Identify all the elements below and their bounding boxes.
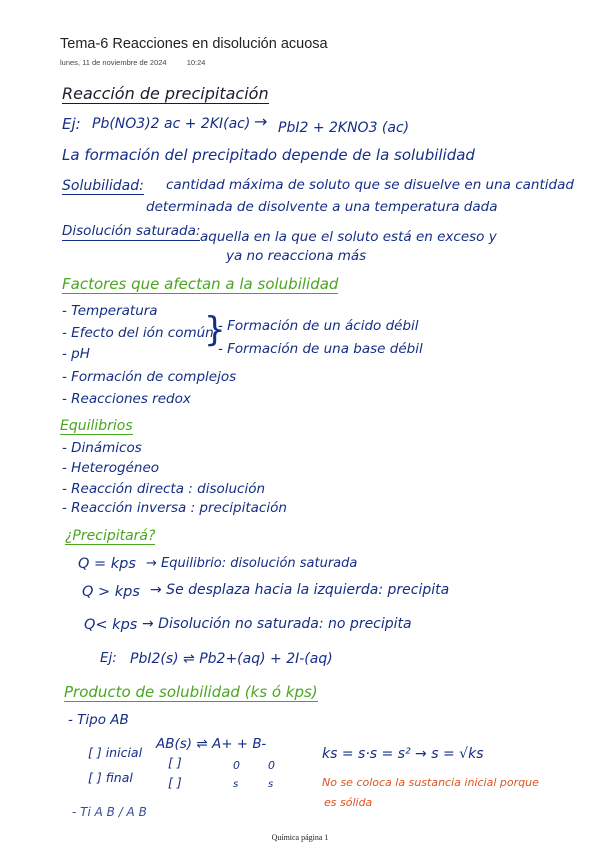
equilibrio-reaccion-inversa: - Reacción inversa : precipitación <box>62 500 287 516</box>
example2-label: Ej: <box>100 650 117 666</box>
note-es-solida: es sólida <box>324 796 373 809</box>
table-reaction: AB(s) ⇌ A+ + B- <box>156 736 267 752</box>
solubilidad-definition-line2: determinada de disolvente a una temperatura dada <box>146 199 498 215</box>
page-footer: Química página 1 <box>271 833 329 842</box>
cut-off-line: - Ti A B / A B <box>72 805 147 819</box>
ph-subfactor-acido: - Formación de un ácido débil <box>218 318 419 334</box>
table-bracket-inicial: [ ] <box>168 755 182 770</box>
table-bracket-final: [ ] <box>168 775 182 790</box>
page-metadata <box>60 58 205 67</box>
section-title-producto-solubilidad: Producto de solubilidad (ks ó kps) <box>64 683 318 701</box>
formacion-statement: La formación del precipitado depende de la solubilidad <box>62 146 475 164</box>
ks-formula: ks = s·s = s² → s = √ks <box>322 746 484 762</box>
ph-brace: } <box>204 310 226 350</box>
example-products: PbI2 + 2KNO3 (ac) <box>278 120 410 136</box>
page-title: Tema-6 Reacciones en disolución acuosa <box>60 36 328 52</box>
q-equal-kps: Q = kps <box>78 556 136 572</box>
tipo-ab-label: - Tipo AB <box>68 712 129 728</box>
solubilidad-term: Solubilidad: <box>62 178 144 194</box>
solubilidad-definition-line1: cantidad máxima de soluto que se disuelve en una cantidad <box>166 177 574 193</box>
equilibrio-heterogeneo: - Heterogéneo <box>62 460 160 476</box>
table-value-a-inicial: 0 <box>233 759 240 772</box>
example-label: Ej: <box>62 115 81 133</box>
q-greater-result: → Se desplaza hacia la izquierda: precipita <box>150 582 450 598</box>
example2-reaction: PbI2(s) ⇌ Pb2+(aq) + 2I-(aq) <box>130 651 333 667</box>
page-time: 10:24 <box>186 58 206 67</box>
table-row-final-label: [ ] final <box>88 770 133 785</box>
factor-ion-comun: - Efecto del ión común <box>62 325 214 341</box>
ph-subfactor-base: - Formación de una base débil <box>218 341 423 357</box>
page-date: lunes, 11 de noviembre de 2024 <box>60 58 167 67</box>
example-arrow: → <box>254 112 268 131</box>
example-reactants: Pb(NO3)2 ac + 2KI(ac) <box>92 116 251 132</box>
equilibrio-reaccion-directa: - Reacción directa : disolución <box>62 481 266 497</box>
table-value-b-final: s <box>268 779 274 790</box>
q-equal-result: → Equilibrio: disolución saturada <box>146 556 358 571</box>
q-greater-kps: Q > kps <box>82 584 140 600</box>
factor-redox: - Reacciones redox <box>62 391 191 407</box>
disolucion-definition-line2: ya no reacciona más <box>226 248 367 264</box>
disolucion-saturada-term: Disolución saturada: <box>62 223 201 239</box>
disolucion-definition-line1: aquella en la que el soluto está en exceso y <box>200 229 497 245</box>
note-no-se-coloca: No se coloca la sustancia inicial porque <box>322 776 539 789</box>
factor-complejos: - Formación de complejos <box>62 369 237 385</box>
equilibrio-dinamicos: - Dinámicos <box>62 440 142 456</box>
table-row-inicial-label: [ ] inicial <box>88 745 143 760</box>
factor-temperatura: - Temperatura <box>62 303 158 319</box>
section-title-factores: Factores que afectan a la solubilidad <box>62 275 339 293</box>
section-title-precipitara: ¿Precipitará? <box>65 528 156 544</box>
factor-ph: - pH <box>62 346 90 362</box>
table-value-b-inicial: 0 <box>268 759 275 772</box>
section-title-reaccion-precipitacion: Reacción de precipitación <box>62 84 269 103</box>
section-title-equilibrios: Equilibrios <box>60 418 133 434</box>
table-value-a-final: s <box>233 779 239 790</box>
q-less-result: → Disolución no saturada: no precipita <box>142 616 412 632</box>
q-less-kps: Q< kps <box>84 617 138 633</box>
